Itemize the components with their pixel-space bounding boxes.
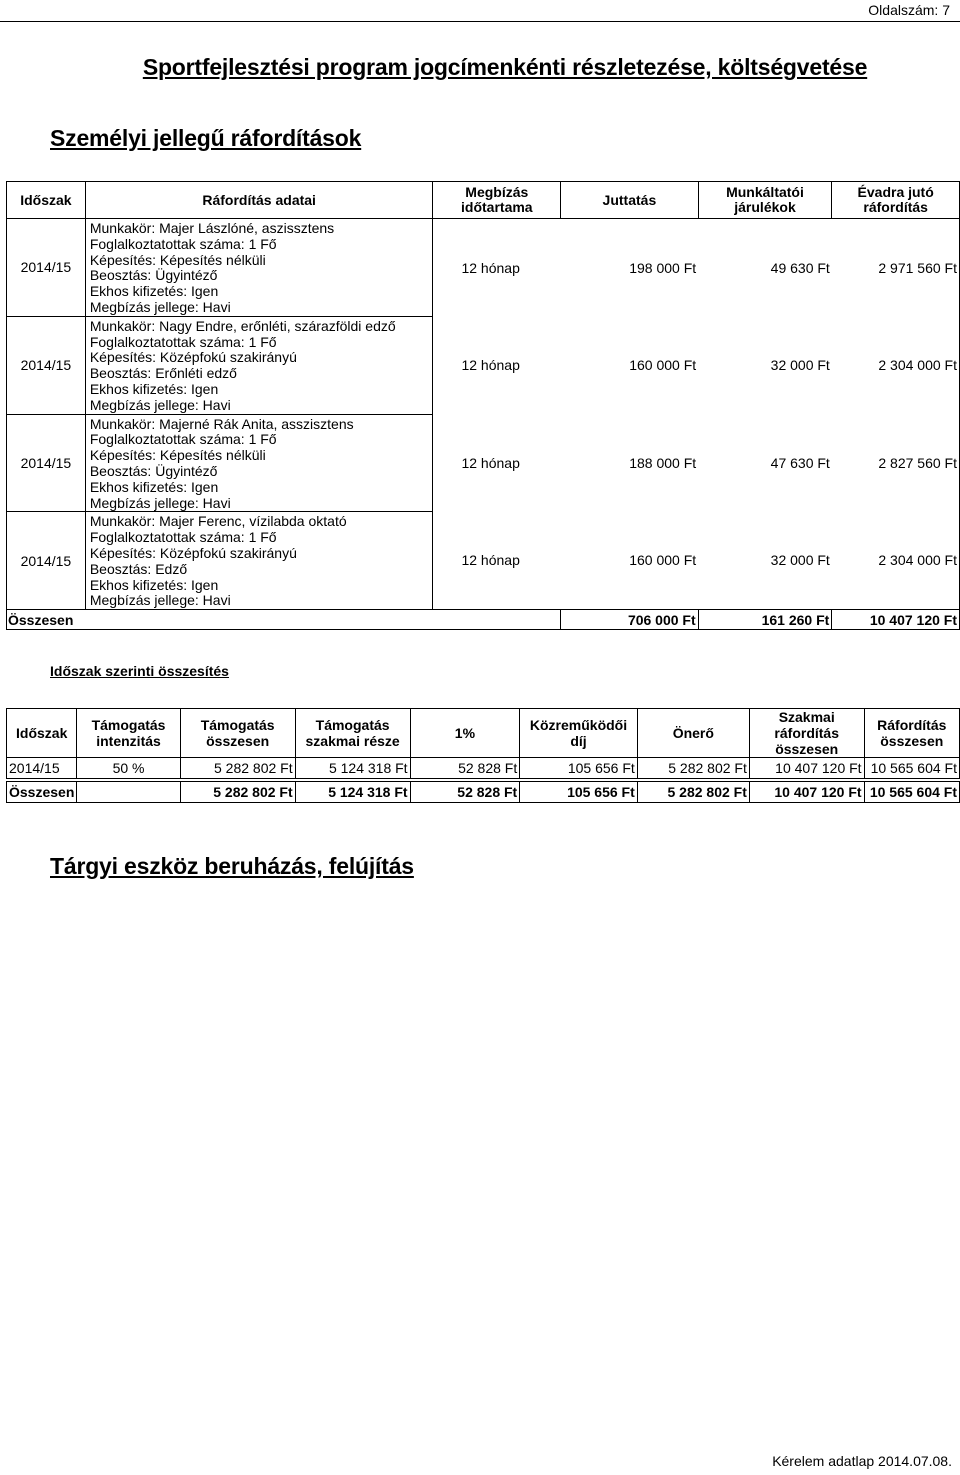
row-allowance: 188 000 Ft (629, 454, 697, 471)
row-annual: 2 971 560 Ft (832, 219, 960, 317)
row-allowance: 160 000 Ft (629, 357, 697, 374)
row-duration: 12 hónap (461, 454, 520, 471)
sum-own: 5 282 802 Ft (637, 758, 749, 779)
detail-line: Képesítés: Képesítés nélküli (89, 251, 266, 268)
detail-line: Ekhos kifizetés: Igen (89, 478, 219, 495)
detail-line: Munkakör: Majerné Rák Anita, asszisztens (89, 415, 354, 432)
row-period: 2014/15 (7, 414, 86, 512)
row-details (85, 316, 433, 414)
col-header-period: Időszak (7, 182, 86, 219)
detail-line: Megbízás jellege: Havi (89, 396, 231, 413)
detail-line: Foglalkoztatottak száma: 1 Fő (89, 235, 277, 252)
sum-cost-total: 10 565 604 Ft (864, 758, 959, 779)
detail-line: Képesítés: Középfokú szakirányú (89, 349, 297, 366)
col-header-annual: Évadra jutó ráfordítás (832, 182, 960, 219)
sum-total-support-total: 5 282 802 Ft (180, 782, 295, 803)
sum-header-support-total: Támogatás összesen (180, 709, 295, 758)
detail-line: Beosztás: Edző (89, 560, 188, 577)
total-allowance: 706 000 Ft (561, 610, 699, 630)
personnel-row (7, 414, 960, 512)
section-heading-personnel: Személyi jellegű ráfordítások (50, 125, 362, 151)
page-title: Sportfejlesztési program jogcímenkénti részletezése, költségvetése (142, 54, 868, 80)
sum-total-fee: 105 656 Ft (520, 782, 638, 803)
sum-total-label: Összesen (7, 782, 77, 803)
detail-line: Munkakör: Majer Lászlóné, aszissztens (89, 220, 335, 236)
detail-line: Munkakör: Nagy Endre, erőnléti, szárazföldi edző (89, 317, 396, 334)
row-contribution: 32 000 Ft (770, 357, 830, 374)
row-period: 2014/15 (7, 316, 86, 414)
personnel-total-row (7, 610, 960, 630)
personnel-cost-table (6, 181, 960, 630)
detail-line: Beosztás: Ügyintéző (89, 462, 218, 479)
total-label: Összesen (7, 610, 561, 630)
row-annual: 2 304 000 Ft (832, 512, 960, 610)
sum-header-one-percent: 1% (410, 709, 520, 758)
detail-line: Foglalkoztatottak száma: 1 Fő (89, 333, 277, 350)
sum-period: 2014/15 (7, 758, 77, 779)
sum-support-total: 5 282 802 Ft (180, 758, 295, 779)
detail-line: Ekhos kifizetés: Igen (89, 283, 219, 300)
sum-total-intensity (77, 782, 180, 803)
summary-total-row (7, 782, 960, 803)
sum-total-cost-total: 10 565 604 Ft (864, 782, 959, 803)
col-header-details: Ráfordítás adatai (85, 182, 433, 219)
row-details (85, 512, 433, 610)
row-allowance: 198 000 Ft (629, 259, 697, 276)
row-contribution: 47 630 Ft (770, 454, 830, 471)
personnel-row (7, 219, 960, 317)
personnel-row (7, 512, 960, 610)
col-header-allowance: Juttatás (561, 182, 699, 219)
row-contribution: 49 630 Ft (770, 259, 830, 276)
detail-line: Megbízás jellege: Havi (89, 298, 231, 315)
sum-intensity: 50 % (77, 758, 180, 779)
col-header-duration: Megbízás időtartama (433, 182, 561, 219)
row-allowance: 160 000 Ft (629, 552, 697, 569)
summary-row (7, 758, 960, 779)
sum-support-professional: 5 124 318 Ft (295, 758, 410, 779)
total-annual: 10 407 120 Ft (832, 610, 960, 630)
sum-total-prof-total: 10 407 120 Ft (749, 782, 864, 803)
sum-header-own: Önerő (637, 709, 749, 758)
detail-line: Képesítés: Középfokú szakirányú (89, 544, 297, 561)
sum-header-cost-total: Ráfordítás összesen (864, 709, 959, 758)
sum-header-period: Időszak (7, 709, 77, 758)
period-summary-table (6, 708, 960, 803)
section-heading-summary: Időszak szerinti összesítés (50, 663, 229, 679)
detail-line: Ekhos kifizetés: Igen (89, 576, 219, 593)
detail-line: Foglalkoztatottak száma: 1 Fő (89, 431, 277, 448)
row-period: 2014/15 (7, 219, 86, 317)
row-details (85, 219, 433, 317)
sum-header-prof-total: Szakmai ráfordítás összesen (749, 709, 864, 758)
col-header-contribution: Munkáltatói járulékok (698, 182, 832, 219)
row-details (85, 414, 433, 512)
sum-header-support-professional: Támogatás szakmai része (295, 709, 410, 758)
row-annual: 2 304 000 Ft (832, 316, 960, 414)
row-contribution: 32 000 Ft (770, 552, 830, 569)
sum-prof-total: 10 407 120 Ft (749, 758, 864, 779)
section-heading-assets: Tárgyi eszköz beruházás, felújítás (50, 853, 414, 879)
row-duration: 12 hónap (461, 357, 520, 374)
detail-line: Képesítés: Képesítés nélküli (89, 447, 266, 464)
sum-fee: 105 656 Ft (520, 758, 638, 779)
sum-total-own: 5 282 802 Ft (637, 782, 749, 803)
detail-line: Munkakör: Majer Ferenc, vízilabda oktató (89, 513, 347, 530)
row-duration: 12 hónap (461, 259, 520, 276)
total-contribution: 161 260 Ft (698, 610, 832, 630)
row-period: 2014/15 (7, 512, 86, 610)
personnel-header-row (7, 182, 960, 219)
detail-line: Megbízás jellege: Havi (89, 494, 231, 511)
row-duration: 12 hónap (461, 552, 520, 569)
page-number: Oldalszám: 7 (868, 2, 950, 18)
sum-total-support-professional: 5 124 318 Ft (295, 782, 410, 803)
detail-line: Foglalkoztatottak száma: 1 Fő (89, 529, 277, 546)
detail-line: Ekhos kifizetés: Igen (89, 380, 219, 397)
page-footer: Kérelem adatlap 2014.07.08. (772, 1453, 952, 1469)
detail-line: Beosztás: Ügyintéző (89, 267, 218, 284)
header-rule (0, 21, 960, 22)
detail-line: Beosztás: Erőnléti edző (89, 365, 237, 382)
sum-header-intensity: Támogatás intenzitás (77, 709, 180, 758)
row-annual: 2 827 560 Ft (832, 414, 960, 512)
personnel-row (7, 316, 960, 414)
sum-header-fee: Közreműködői díj (520, 709, 638, 758)
summary-header-row (7, 709, 960, 758)
detail-line: Megbízás jellege: Havi (89, 592, 231, 609)
sum-total-one-percent: 52 828 Ft (410, 782, 520, 803)
sum-one-percent: 52 828 Ft (410, 758, 520, 779)
